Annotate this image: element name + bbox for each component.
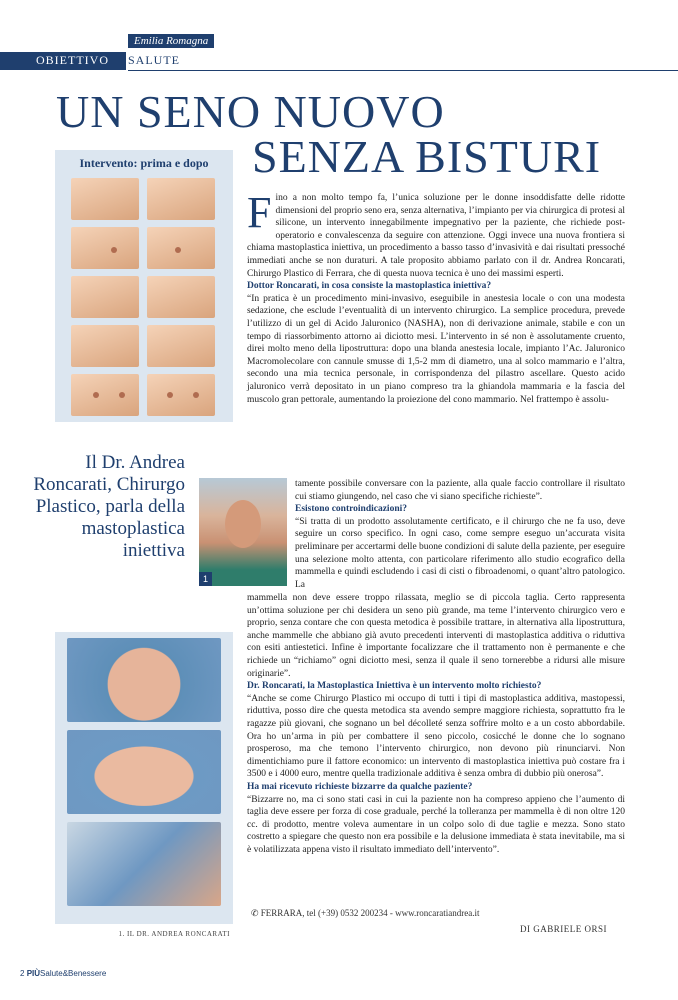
portrait-number-badge: 1 [199, 572, 212, 586]
region-tag: Emilia Romagna [128, 34, 214, 48]
contact-line: ✆ FERRARA, tel (+39) 0532 200234 - www.roncaratiandrea.it [251, 908, 480, 918]
answer-4: “Bizzarre no, ma ci sono stati casi in cui la paziente non ha compreso appieno che l’aumento di taglia deve essere per forza di cose graduale, perché la tolleranza per mammella è di non oltre 120 cc. di prodotto, mentre voleva aumentare in un colpo solo di due taglie e mezza. Sono stato costretto a spiegare che questo non era possibile e la delusione immediata è stata inevitabile, ma si è volatilizzata appena visto il risultato immediato dell’intervento”. [247, 794, 625, 855]
drop-cap: F [247, 188, 272, 237]
question-1: Dottor Roncarati, in cosa consiste la mastoplastica iniettiva? [247, 281, 492, 292]
question-2: Esistono controindicazioni? [295, 504, 407, 515]
rubric-divider [128, 70, 678, 71]
before-photo-bottom [71, 374, 139, 416]
author-byline: DI GABRIELE ORSI [520, 924, 607, 934]
before-photo-profile-right [71, 276, 139, 318]
before-photo-closeup [71, 227, 139, 269]
answer-1-part-1: “In pratica è un procedimento mini-invasivo, eseguibile in anestesia locale o con una modesta sedazione, che esclude l’eventualità di un intervento chirurgico. La semplice procedura, prevede l’utilizzo di un gel di Acido Jaluronico (NASHA), non di derivazione animale, stabile e con un tempo di riassorbimento attorno ai diciotto mesi. L’intervento in sé non è assolutamente cruento, direi molto meno della lipostruttura: dopo una blanda anestesia locale, impianto l’Ac. Jaluronico Macromolecolare con cannule smusse di 1,5-2 mm di diametro, una al solco mammario e l’altra, secondo una mia tecnica personale, in corrispondenza del pilastro ascellare. Questo acido jaluronico verrà depositato in un piano compreso tra la ghiandola mammaria e la fascia del muscolo gran pettorale, aumentando la proiezione del cono mammario. Nel frattempo è assolu- [247, 293, 625, 405]
headline-line-2: SENZA BISTURI [252, 131, 602, 182]
answer-2-part-1: “Si tratta di un prodotto assolutamente certificato, e il chirurgo che ne fa uso, deve seguire un corso specifico. In ogni caso, come sempre eseguo un’accurata visita preliminare per accertarmi delle buone condizioni di salute della paziente, per eseguire una selezione molto attenta, con particolare riferimento allo studio ecografico della mammella e quindi escludendo i casi di cisti o fibroadenomi, o quant’altro patologico. La [295, 516, 625, 590]
after-photo-profile-right [147, 276, 215, 318]
answer-3: “Anche se come Chirurgo Plastico mi occupo di tutti i tipi di mastoplastica additiva, mastopessi, riduttiva, posso dire che questa metodica sta avendo sempre maggiore richiesta, soprattutto fra le ragazze più giovani, che sognano un bel décolleté senza soffrire molto e a un costo abbordabile. Ora ho un’arma in più per combattere il seno piccolo, cosicché le donne che lo sognano prosperoso, ma che temono l’intervento chirurgico, non devono più rinunciarvi. Non dimentichiamo pure il fattore economico: un intervento di mastoplastica iniettiva può costare fra i 3500 e i 4000 euro, mentre quella tradizionale additiva è senza ombra di dubbio più onerosa”. [247, 693, 625, 780]
procedure-photo-result [67, 730, 221, 814]
after-photo-profile-left [147, 325, 215, 367]
rubric-label-health: SALUTE [128, 53, 180, 67]
article-body-bottom [247, 592, 625, 856]
doctor-portrait-photo [199, 478, 287, 586]
headline-line-1: UN SENO NUOVO [56, 86, 445, 137]
answer-2-part-2: mammella non deve essere troppo rilassata, meglio se di piccola taglia. Certo rappresenta un’ottima soluzione per chi desidera un seno più grande, ma teme l’intervento chirurgico vero e proprio, senza contare che con questa metodica è possibile trattare, in alternativa alla lipostruttura, anche mammelle che abbiano già avuto precedenti interventi di mastoplastica additiva o riduttiva con esiti antiestetici. Infine è importante focalizzare che il trattamento non è permanente e che richiede un “richiamo” ogni diciotto mesi, senza il quale il seno tornerebbe a ridursi alle misure originarie”. [247, 593, 625, 679]
magazine-name: PIÙ [26, 969, 41, 978]
article-body-top [247, 188, 625, 406]
photo-caption: 1. IL DR. ANDREA RONCARATI [118, 930, 230, 938]
procedure-photo-surgeon [67, 822, 221, 906]
answer-1-part-2: tamente possibile conversare con la paziente, alla quale faccio controllare il risultato cui stiamo giungendo, nel caso che vi siano specifiche richieste”. [295, 479, 625, 502]
question-3: Dr. Roncarati, la Mastoplastica Iniettiva è un intervento molto richiesto? [247, 681, 542, 692]
before-photo-front [71, 178, 139, 220]
before-after-gallery [55, 150, 233, 422]
magazine-section: Salute&Benessere [40, 969, 107, 978]
page-number: 2 [20, 969, 25, 978]
procedure-photo-strip [55, 632, 233, 924]
before-photo-profile-left [71, 325, 139, 367]
after-photo-front [147, 178, 215, 220]
page-footer [20, 969, 106, 978]
pull-quote: Il Dr. Andrea Roncarati, Chirurgo Plastico, parla della mastoplastica iniettiva [33, 452, 185, 561]
after-photo-closeup [147, 227, 215, 269]
article-intro: ino a non molto tempo fa, l’unica soluzione per le donne insoddisfatte delle ridotte dimensioni del proprio seno era, senza alternativa, l’impianto per via chirurgica di protesi al silicone, un intervento innegabilmente impegnativo per la paziente, che richiede post-operatorio e convalescenza da seguire con attenzione. Oggi invece una nuova frontiera si chiama mastoplastica iniettiva, un procedimento a basso tasso d’invasività e dai risultati pressoché immediati anche se non duraturi. A tale proposito abbiamo parlato con il dr. Andrea Roncarati, Chirurgo Plastico di Ferrara, che di questa nuova tecnica è uno dei massimi esperti. [247, 193, 625, 279]
after-photo-bottom [147, 374, 215, 416]
procedure-photo-injection [67, 638, 221, 722]
rubric-label-objective: OBIETTIVO [36, 53, 109, 67]
gallery-caption: Intervento: prima e dopo [79, 156, 209, 170]
question-4: Ha mai ricevuto richieste bizzarre da qualche paziente? [247, 781, 473, 792]
article-body-narrow [295, 478, 625, 591]
